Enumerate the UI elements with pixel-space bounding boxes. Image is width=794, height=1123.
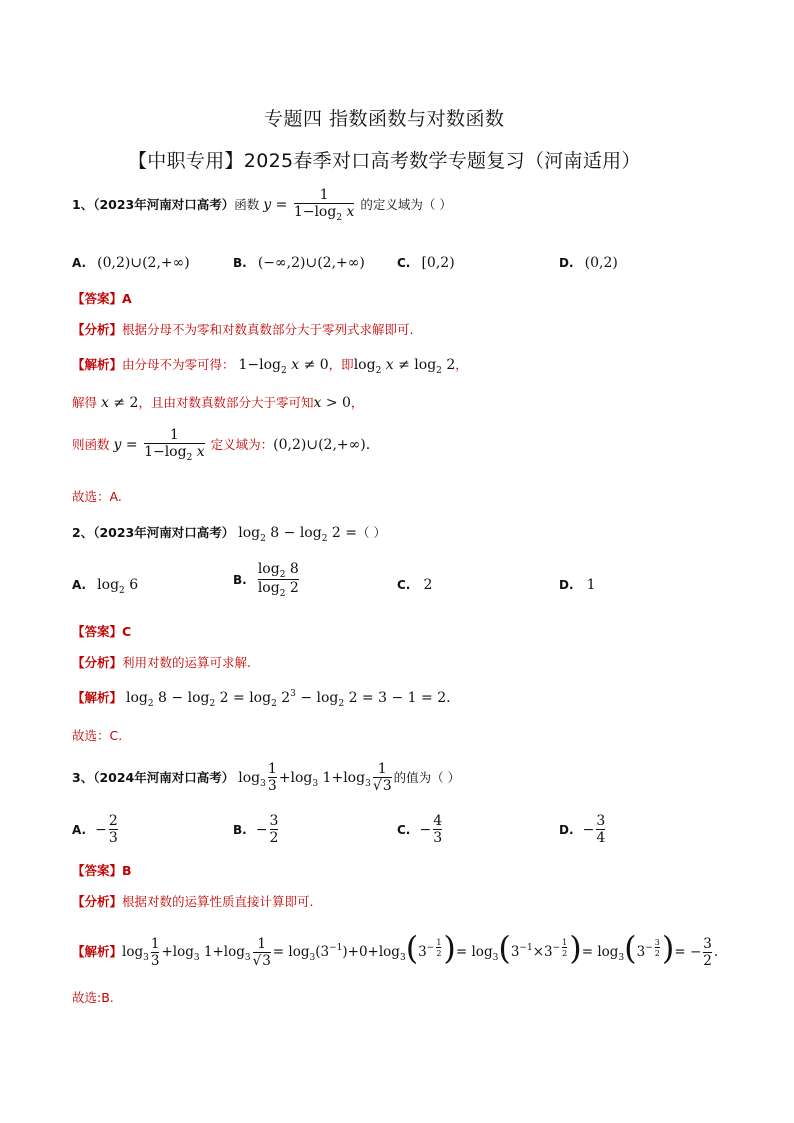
q1-solution-line1 bbox=[72, 355, 468, 376]
solution-text: 则函数 bbox=[72, 437, 110, 452]
option-label: C. bbox=[397, 256, 411, 270]
solution-tag: 【解析】 bbox=[72, 690, 123, 705]
option-label: B. bbox=[233, 256, 247, 270]
q1-option-d[interactable] bbox=[559, 252, 618, 271]
q2-option-a[interactable] bbox=[72, 574, 139, 596]
analysis-text: 根据对数的运算性质直接计算即可. bbox=[122, 894, 314, 909]
formula: $\log_2 8 - \log_2 2 = \log_2 2^3 - \log_2 2 = 3 - 1 = 2$. bbox=[126, 689, 451, 709]
formula: x ≠ 2 bbox=[101, 395, 139, 411]
option-value: − $\frac{2}{3}$ bbox=[95, 813, 118, 846]
option-label: D. bbox=[559, 578, 574, 592]
q3-solution bbox=[72, 930, 718, 969]
q3-analysis bbox=[72, 892, 314, 910]
solution-text: ， bbox=[350, 395, 364, 410]
q2-expression: $\log_2 8 - \log_2 2$ = bbox=[238, 525, 357, 544]
q1-solution-line3: 则函数 y = $\frac{1}{1-\log_2 x}$ 定义域为：(0,2)∪(2,+∞). bbox=[72, 427, 371, 463]
domain-result: (0,2)∪(2,+∞) bbox=[273, 437, 366, 453]
option-value: − $\frac{3}{2}$ bbox=[255, 813, 279, 846]
q3-answer: 【答案】B bbox=[72, 863, 132, 878]
option-value: (0,2)∪(2,+∞) bbox=[97, 255, 190, 271]
q2-stem bbox=[72, 523, 386, 544]
option-value: − $\frac{3}{4}$ bbox=[582, 813, 606, 846]
option-value: $\log_2 6$ bbox=[97, 577, 139, 596]
page-subtitle: 【中职专用】2025春季对口高考数学专题复习（河南适用） bbox=[128, 150, 641, 172]
q3-option-b[interactable] bbox=[233, 814, 280, 846]
option-label: C. bbox=[397, 823, 411, 837]
formula: x > 0 bbox=[313, 395, 351, 411]
q2-option-c[interactable] bbox=[397, 574, 432, 593]
q3-stem bbox=[72, 762, 460, 794]
option-label: B. bbox=[233, 823, 247, 837]
option-value: 2 bbox=[423, 577, 433, 593]
q1-post: 的定义域为（ ） bbox=[360, 197, 452, 212]
option-value: $\frac{\log_2 8}{\log_2 2}$ bbox=[257, 561, 299, 599]
option-label: C. bbox=[397, 578, 411, 592]
solution-text: ，即 bbox=[328, 357, 354, 372]
formula: $\log_2 x \ne \log_2 2$ bbox=[353, 357, 456, 376]
option-label: A. bbox=[72, 256, 87, 270]
page-title: 专题四 指数函数与对数函数 bbox=[264, 108, 505, 130]
q2-solution bbox=[72, 688, 451, 709]
q3-number: 3、（2024年河南对口高考） bbox=[72, 770, 235, 785]
q1-option-b[interactable] bbox=[233, 252, 365, 271]
q3-option-c[interactable] bbox=[397, 814, 444, 846]
q1-stem bbox=[72, 188, 452, 222]
solution-text: ，且由对数真数部分大于零可知 bbox=[138, 395, 314, 410]
q1-function: y = $\frac{1}{1-\log_2 x}$ bbox=[263, 187, 355, 223]
option-value: (−∞,2)∪(2,+∞) bbox=[257, 255, 365, 271]
analysis-tag: 【分析】 bbox=[72, 655, 123, 670]
q1-option-a[interactable] bbox=[72, 252, 190, 271]
option-label: B. bbox=[233, 573, 247, 587]
q2-post: （ ） bbox=[356, 525, 386, 540]
option-label: A. bbox=[72, 823, 87, 837]
formula: $1-\log_2$ x ≠ 0 bbox=[238, 357, 329, 376]
solution-text: 由分母不为零可得： bbox=[122, 357, 235, 372]
solution-text: 定义域为： bbox=[210, 437, 274, 452]
solution-text: 解得 bbox=[72, 395, 98, 410]
q3-option-a[interactable] bbox=[72, 814, 120, 846]
formula: $\log_3$ $\frac{1}{3}$ $+\log_3$ $1+\log_3$ $\frac{1}{√3}$ = $\log_3(3^{-1})+0+\log_3(3^{- \frac{1}{2}}$ )= $\log_3(3^{-1}\times 3^{- \frac{1}{2}}$ )= $\log_3(3^{- \frac{3}{2}}$ )= − $\frac{3}{2}$ . bbox=[122, 929, 719, 969]
option-label: D. bbox=[559, 823, 574, 837]
solution-tag: 【解析】 bbox=[72, 944, 123, 959]
q2-analysis bbox=[72, 653, 251, 671]
solution-text: ， bbox=[455, 357, 468, 372]
q1-number: 1、（2023年河南对口高考） bbox=[72, 197, 235, 212]
q3-expression: $\log_3$ $\frac{1}{3}$ $+\log_3$ $1+\log_3$ $\frac{1}{√3}$ bbox=[238, 761, 392, 794]
formula: y = $\frac{1}{1-\log_2 x}$ bbox=[113, 427, 205, 463]
analysis-tag: 【分析】 bbox=[72, 894, 123, 909]
option-value: [0,2) bbox=[421, 255, 455, 271]
q1-pre: 函数 bbox=[234, 197, 260, 212]
q3-option-d[interactable] bbox=[559, 814, 607, 846]
q2-number: 2、（2023年河南对口高考） bbox=[72, 525, 235, 540]
q1-solution-line2 bbox=[72, 393, 363, 411]
option-label: D. bbox=[559, 256, 574, 270]
q1-answer: 【答案】A bbox=[72, 291, 132, 306]
option-value: (0,2) bbox=[584, 255, 618, 271]
q1-option-c[interactable] bbox=[397, 252, 455, 271]
q2-option-b[interactable] bbox=[233, 562, 301, 598]
q2-option-d[interactable] bbox=[559, 574, 596, 593]
q3-post: 的值为（ ） bbox=[393, 770, 461, 785]
q1-choose: 故选：A. bbox=[72, 489, 122, 504]
analysis-tag: 【分析】 bbox=[72, 322, 123, 337]
analysis-text: 利用对数的运算可求解. bbox=[122, 655, 251, 670]
q2-answer: 【答案】C bbox=[72, 624, 132, 639]
q3-choose: 故选:B. bbox=[72, 990, 114, 1005]
q1-analysis bbox=[72, 320, 414, 338]
option-value: 1 bbox=[586, 577, 596, 593]
option-label: A. bbox=[72, 578, 87, 592]
option-value: − $\frac{4}{3}$ bbox=[419, 813, 443, 846]
analysis-text: 根据分母不为零和对数真数部分大于零列式求解即可. bbox=[122, 322, 414, 337]
solution-tag: 【解析】 bbox=[72, 357, 123, 372]
q2-choose: 故选：C. bbox=[72, 728, 123, 743]
